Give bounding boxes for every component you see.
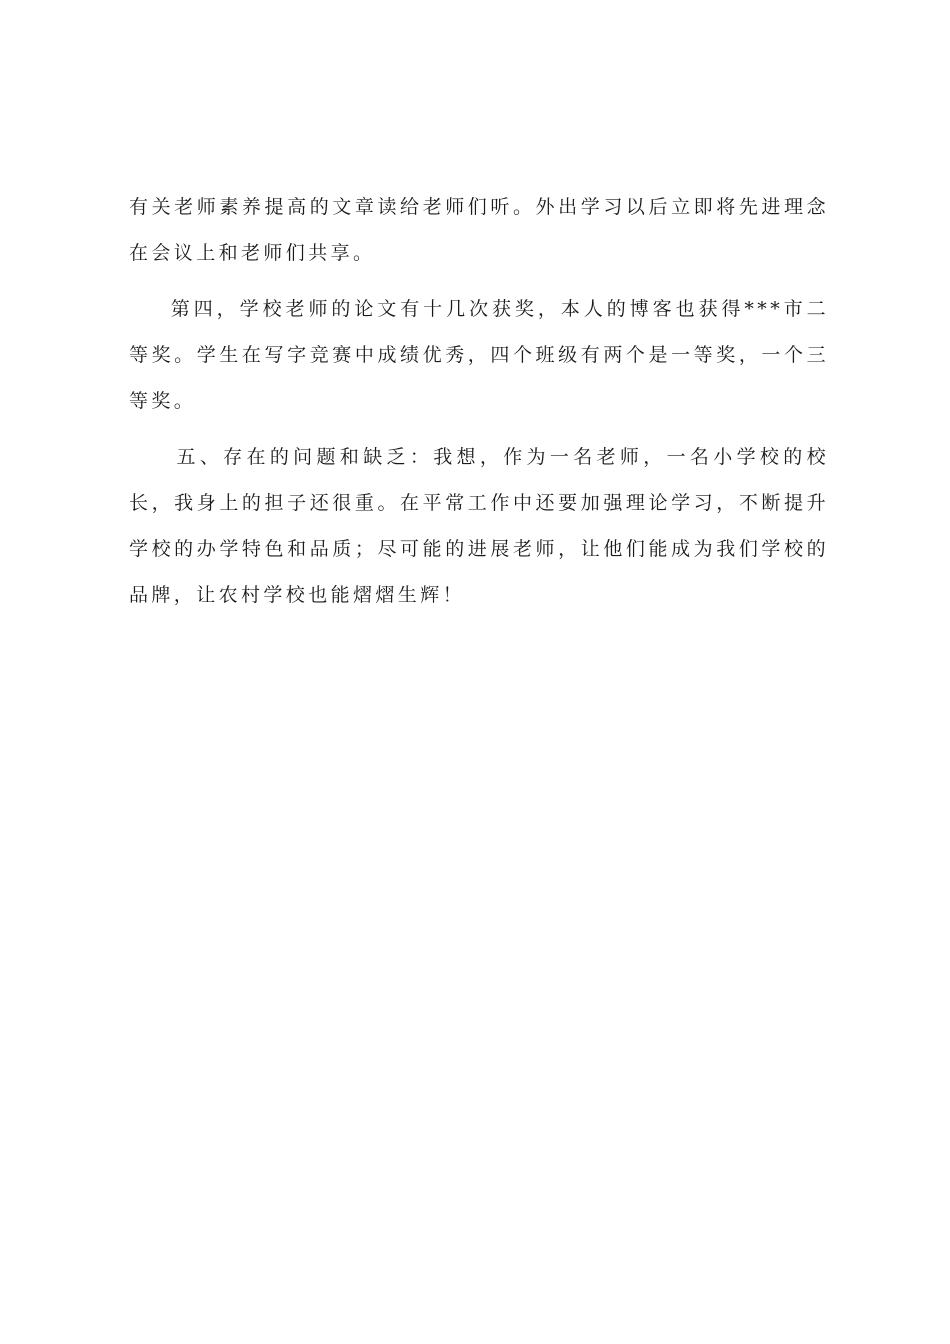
paragraph-3: 五、存在的问题和缺乏：我想，作为一名老师，一名小学校的校长，我身上的担子还很重。在平常工作中还要加强理论学习，不断提升学校的办学特色和品质；尽可能的进展老师，让他们能成为我们学校的品牌，让农村学校也能熠熠生辉！ — [129, 446, 829, 606]
paragraph-2: 第四，学校老师的论文有十几次获奖，本人的博客也获得***市二等奖。学生在写字竞赛中成绩优秀，四个班级有两个是一等奖，一个三等奖。 — [129, 298, 829, 412]
paragraph-1: 有关老师素养提高的文章读给老师们听。外出学习以后立即将先进理念在会议上和老师们共享。 — [129, 196, 829, 264]
document-body — [129, 184, 829, 628]
